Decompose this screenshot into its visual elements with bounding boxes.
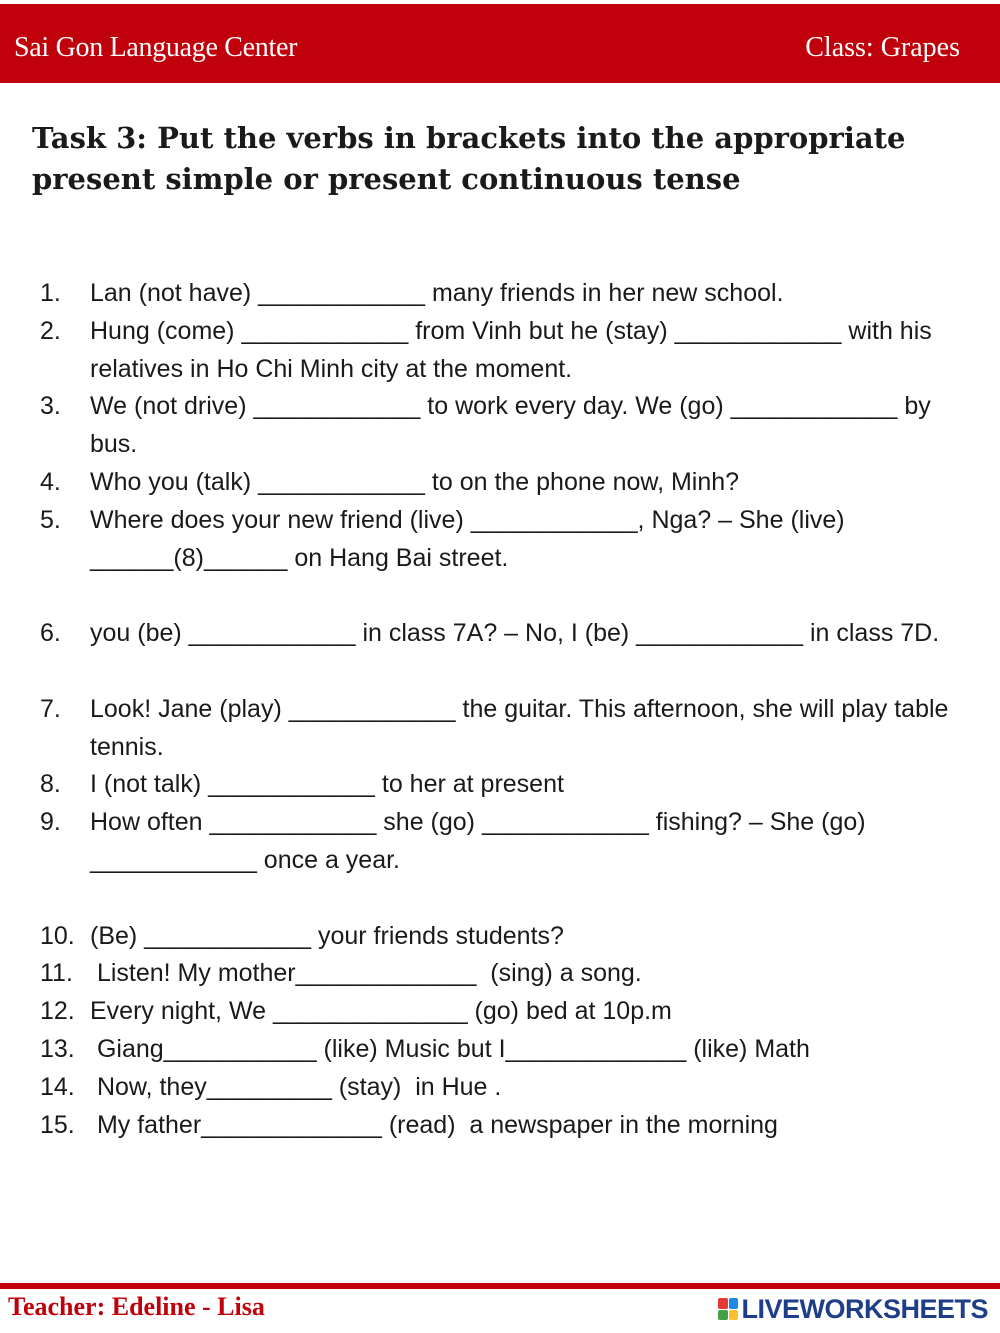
exercise-item: [0, 804, 1000, 880]
liveworksheets-logo-text: LIVEWORKSHEETS: [741, 1293, 988, 1324]
exercise-text: Every night, We ______________ (go) bed at 10p.m: [90, 997, 672, 1026]
exercise-number: 1.: [40, 279, 61, 307]
exercise-text: Where does your new friend (live) ____________, Nga? – She (live) ______(8)______ on Hang Bai street.: [90, 505, 845, 572]
exercise-number: 10.: [40, 921, 75, 950]
exercise-item: [0, 388, 1000, 464]
exercise-item: [0, 502, 1000, 578]
exercise-number: 3.: [40, 392, 61, 421]
exercise-number: 11.: [40, 959, 73, 988]
exercise-item: [0, 313, 1000, 389]
exercise-text: I (not talk) ____________ to her at present: [90, 770, 564, 799]
exercise-text: We (not drive) ____________ to work every day. We (go) ____________ by bus.: [90, 392, 931, 459]
task-title: Task 3: Put the verbs in brackets into the appropriate present simple or present continuous tense: [32, 121, 906, 196]
exercise-item: [0, 275, 1000, 313]
exercise-text: you (be) ____________ in class 7A? – No, I (be) ____________ in class 7D.: [90, 619, 940, 648]
brand-name: Sai Gon Language Center: [14, 32, 298, 63]
exercise-text: Lan (not have) ____________ many friends in her new school.: [90, 279, 784, 307]
liveworksheets-logo: [718, 1295, 988, 1323]
exercise-number: 2.: [40, 316, 61, 345]
exercise-text: Look! Jane (play) ____________ the guitar. This afternoon, she will play table tennis.: [90, 694, 949, 761]
exercise-text: Who you (talk) ____________ to on the phone now, Minh?: [90, 467, 740, 496]
exercise-item: [0, 955, 1000, 993]
footer-divider: [0, 1283, 1000, 1289]
exercise-text: My father_____________ (read) a newspaper in the morning: [90, 1110, 778, 1139]
exercise-text: (Be) ____________ your friends students?: [90, 921, 564, 950]
exercise-item: [0, 464, 1000, 502]
class-label: Class: Grapes: [805, 32, 960, 63]
exercise-text: Giang___________ (like) Music but I_____________ (like) Math: [90, 1034, 810, 1063]
exercise-item: [0, 766, 1000, 804]
exercise-item: [0, 1031, 1000, 1069]
exercise-text: Hung (come) ____________ from Vinh but he (stay) ____________ with his relatives in Ho Chi Minh city at the moment.: [90, 316, 932, 383]
exercise-item: [0, 615, 1000, 653]
teacher-name: Teacher: Edeline - Lisa: [8, 1292, 265, 1321]
exercise-number: 14.: [40, 1072, 75, 1101]
exercise-number: 12.: [40, 997, 75, 1026]
exercise-item: [0, 918, 1000, 956]
exercise-list: [0, 275, 1000, 1144]
exercise-text: How often ____________ she (go) ____________ fishing? – She (go) ____________ once a year.: [90, 808, 866, 874]
liveworksheets-grid-icon: [718, 1298, 738, 1320]
exercise-item: [0, 993, 1000, 1031]
exercise-item: [0, 1107, 1000, 1145]
exercise-item: [0, 691, 1000, 767]
exercise-number: 6.: [40, 619, 61, 648]
exercise-text: Listen! My mother_____________ (sing) a song.: [90, 959, 642, 988]
exercise-number: 9.: [40, 808, 61, 837]
exercise-number: 5.: [40, 505, 61, 534]
exercise-number: 7.: [40, 694, 61, 723]
exercise-number: 8.: [40, 770, 61, 799]
header-bar: [0, 4, 1000, 83]
exercise-number: 4.: [40, 467, 61, 496]
exercise-number: 13.: [40, 1034, 75, 1063]
exercise-number: 15.: [40, 1110, 75, 1139]
exercise-item: [0, 1069, 1000, 1107]
exercise-text: Now, they_________ (stay) in Hue .: [90, 1072, 502, 1101]
